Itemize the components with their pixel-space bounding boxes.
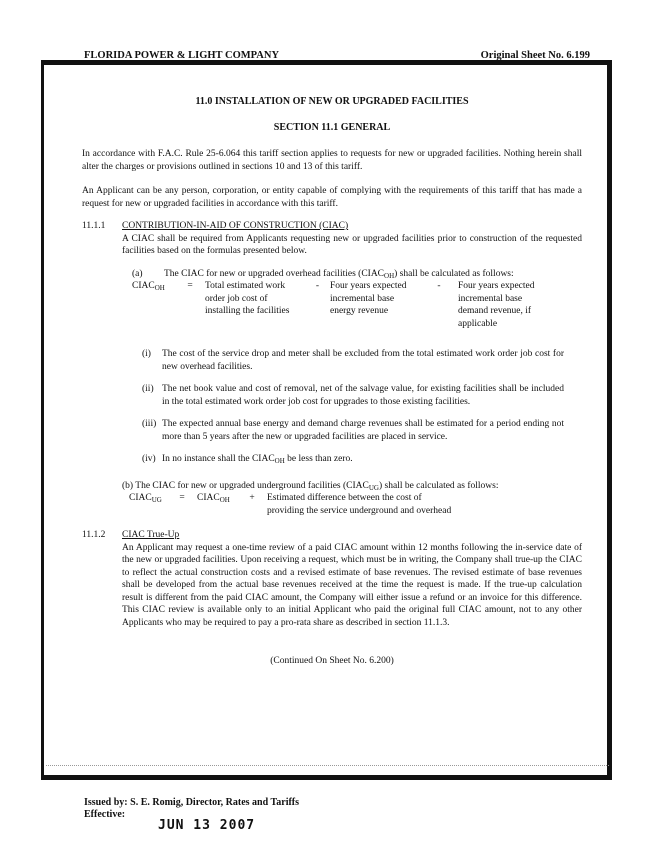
formula-a (132, 280, 582, 330)
effective-date-stamp: JUN 13 2007 (158, 818, 256, 833)
formula-b (129, 492, 582, 517)
item-label: (a) (132, 268, 143, 279)
formula-minus: - (437, 281, 441, 291)
formula-term-3: Four years expected incremental base demand revenue, if applicable (458, 281, 535, 329)
clause-iv: (iv) In no instance shall the $CIAC_{OH}$ be less than zero. (142, 454, 353, 465)
sheet-number: Original Sheet No. 6.199 (480, 50, 590, 61)
continued-note: (Continued On Sheet No. 6.200) (270, 656, 394, 666)
section-title: 11.0 INSTALLATION OF NEW OR UPGRADED FACILITIES (195, 96, 469, 107)
section-heading: CIAC True-Up (122, 530, 180, 540)
issued-by: Issued by: S. E. Romig, Director, Rates and Tariffs (84, 797, 300, 808)
section-heading: CONTRIBUTION-IN-AID OF CONSTRUCTION (CIAC) (122, 221, 349, 231)
intro-paragraph-1: In accordance with F.A.C. Rule 25-6.064 this tariff section applies to requests for new or upgraded facilities. Nothing herein shall alter the charges or provisions outlined in sections 10 and 13 of this tariff. (82, 149, 582, 172)
section-11-1-1 (82, 220, 582, 330)
formula-lhs: $CIAC_{UG}$ (129, 493, 162, 504)
effective-label: Effective: (84, 809, 126, 820)
section-subtitle: SECTION 11.1 GENERAL (273, 121, 391, 133)
formula-a-intro (132, 268, 582, 281)
section-number: 11.1.1 (82, 221, 106, 231)
formula-a-text: The CIAC for new or upgraded overhead facilities $(CIAC_{OH})$ shall be calculated as follows: (164, 268, 514, 280)
intro-paragraph-2: An Applicant can be any person, corporation, or entity capable of complying with the requirements of this tariff that has made a request for new or upgraded facilities in accordance with this tariff. (82, 186, 582, 209)
formula-minus: - (315, 281, 320, 291)
section-text: A CIAC shall be required from Applicants requesting new or upgraded facilities prior to construction of the requested facilities based on the formulas presented below. (122, 233, 582, 256)
tariff-content (82, 96, 582, 668)
formula-b-intro: (b) The CIAC for new or upgraded underground facilities $(CIAC_{UG})$ shall be calculated as follows: (122, 480, 499, 492)
clause-ii: (ii) The net book value and cost of removal, net of the salvage value, for existing facilities shall be included in the total estimated work order job cost for upgrades to those existing facilities. (142, 384, 564, 407)
formula-term-difference: Estimated difference between the cost of providing the service underground and overhead (267, 493, 452, 516)
company-name: FLORIDA POWER & LIGHT COMPANY (84, 50, 280, 61)
clause-i: (i) The cost of the service drop and meter shall be excluded from the total estimated work order job cost for new overhead facilities. (142, 349, 564, 372)
formula-equals: = (187, 281, 193, 291)
formula-term-1: Total estimated work order job cost of installing the facilities (205, 281, 290, 316)
formula-lhs: $CIAC_{OH}$ (132, 281, 165, 292)
formula-term: $CIAC_{OH}$ (197, 493, 230, 504)
section-11-1-2 (82, 529, 582, 629)
section-text: An Applicant may request a one-time review of a paid CIAC amount within 12 months following the in-service date of the new or upgraded facilities. Upon receiving a request, which must be in writing, the Company shall true-up the CIAC to reflect the actual construction costs and a revised estimate of base revenues. The revised estimate of base revenues shall be developed from the actual base revenues received at the time the request is made. If the true-up calculation result is different from the paid CIAC amount, the Company will either issue a refund or an invoice for this difference. This CIAC review is available only to an initial Applicant who paid the original full CIAC amount, not to any other Applicants who may be required to pay a pro-rata share as described in section 11.1.3. (122, 542, 582, 628)
formula-equals: = (179, 493, 185, 503)
frame-divider (46, 765, 609, 766)
section-number: 11.1.2 (82, 530, 106, 540)
formula-term-2: Four years expected incremental base energy revenue (330, 281, 407, 316)
formula-plus: + (249, 493, 255, 503)
clause-iii: (iii) The expected annual base energy and demand charge revenues shall be estimated for a period ending not more than 5 years after the new or upgraded facilities are placed in service. (142, 419, 564, 442)
